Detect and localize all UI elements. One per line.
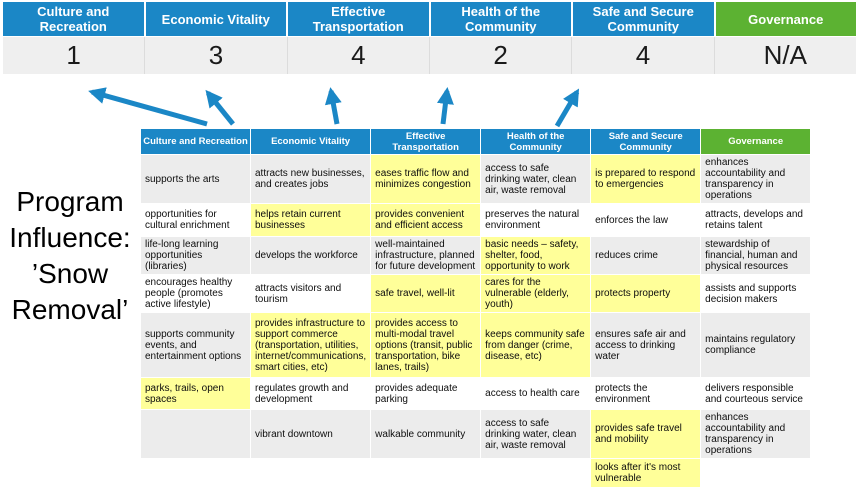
matrix-cell: supports community events, and entertainment options [141,313,250,377]
matrix-cell-highlighted: is prepared to respond to emergencies [591,155,700,203]
matrix-cell: access to safe drinking water, clean air, waste removal [481,410,590,458]
matrix-cell: vibrant downtown [251,410,370,458]
scoreboard-header-cell: Safe and Secure Community [573,2,714,36]
scoreboard-score-row [3,37,856,74]
influence-arrow-5 [557,92,577,126]
influence-arrow-1 [92,92,207,124]
matrix-cell-highlighted: safe travel, well-lit [371,275,480,312]
matrix-row [141,378,810,409]
matrix-row [141,459,810,487]
matrix-cell-highlighted: parks, trails, open spaces [141,378,250,409]
matrix-cell: life-long learning opportunities (libraries) [141,237,250,274]
program-influence-title: Program Influence: ’Snow Removal’ [9,186,131,325]
matrix-header-cell: Health of the Community [481,129,590,154]
matrix-cell: encourages healthy people (promotes active lifestyle) [141,275,250,312]
matrix-cell: attracts visitors and tourism [251,275,370,312]
matrix-cell-highlighted: helps retain current businesses [251,204,370,236]
matrix-cell-highlighted: provides infrastructure to support commerce (transportation, utilities, internet/communications, smart cities, etc) [251,313,370,377]
matrix-header-cell: Effective Transportation [371,129,480,154]
matrix-row [141,410,810,458]
matrix-header-cell: Safe and Secure Community [591,129,700,154]
scoreboard-score-value: 4 [287,37,429,74]
matrix-cell [701,459,810,487]
matrix-cell: access to safe drinking water, clean air, waste removal [481,155,590,203]
matrix-cell-highlighted: cares for the vulnerable (elderly, youth) [481,275,590,312]
matrix-cell: protects the environment [591,378,700,409]
matrix-cell [251,459,370,487]
matrix-cell-highlighted: protects property [591,275,700,312]
matrix-row [141,204,810,236]
matrix-cell: access to health care [481,378,590,409]
scoreboard-score-value: 4 [571,37,713,74]
matrix-cell: attracts new businesses, and creates jobs [251,155,370,203]
matrix-cell: ensures safe air and access to drinking water [591,313,700,377]
influence-arrow-2 [208,93,233,124]
matrix-cell: enforces the law [591,204,700,236]
matrix-cell: reduces crime [591,237,700,274]
matrix-cell [141,459,250,487]
scoreboard-header-cell: Governance [716,2,857,36]
scoreboard-header-row [3,2,856,36]
influence-matrix [140,128,811,488]
matrix-cell: stewardship of financial, human and physical resources [701,237,810,274]
scoreboard-header-cell: Economic Vitality [146,2,287,36]
matrix-header-cell: Governance [701,129,810,154]
matrix-cell-highlighted: keeps community safe from danger (crime, disease, etc) [481,313,590,377]
matrix-cell: regulates growth and development [251,378,370,409]
matrix-cell: delivers responsible and courteous service [701,378,810,409]
matrix-cell [481,459,590,487]
matrix-cell-highlighted: looks after it's most vulnerable [591,459,700,487]
matrix-header-cell: Culture and Recreation [141,129,250,154]
influence-arrow-3 [331,91,337,124]
scoreboard-score-value: N/A [714,37,856,74]
matrix-cell: assists and supports decision makers [701,275,810,312]
matrix-header-row [141,129,810,154]
matrix-cell: enhances accountability and transparency in operations [701,410,810,458]
scoreboard-score-value: 1 [66,40,81,70]
matrix-row [141,155,810,203]
matrix-cell: opportunities for cultural enrichment [141,204,250,236]
matrix-cell: develops the workforce [251,237,370,274]
matrix-cell-highlighted: provides safe travel and mobility [591,410,700,458]
matrix-cell [141,410,250,458]
scoreboard-header-cell: Effective Transportation [288,2,429,36]
matrix-cell: maintains regulatory compliance [701,313,810,377]
scoreboard-header-cell: Health of the Community [431,2,572,36]
matrix-cell: well-maintained infrastructure, planned for future development [371,237,480,274]
matrix-cell-highlighted: basic needs – safety, shelter, food, opportunity to work [481,237,590,274]
scoreboard-score-value: 2 [429,37,571,74]
matrix-row [141,275,810,312]
influence-arrow-4 [443,91,447,124]
matrix-cell-highlighted: provides access to multi-modal travel options (transit, public transportation, bike lanes, trails) [371,313,480,377]
matrix-row [141,237,810,274]
matrix-header-cell: Economic Vitality [251,129,370,154]
matrix-cell-highlighted: eases traffic flow and minimizes congestion [371,155,480,203]
scoreboard-score-value: 3 [144,37,286,74]
matrix-cell: supports the arts [141,155,250,203]
matrix-cell-highlighted: provides convenient and efficient access [371,204,480,236]
matrix-cell [371,459,480,487]
scoreboard-header-cell: Culture and Recreation [3,2,144,36]
matrix-cell: preserves the natural environment [481,204,590,236]
scoreboard-banner [3,2,856,74]
matrix-cell: attracts, develops and retains talent [701,204,810,236]
matrix-cell: provides adequate parking [371,378,480,409]
matrix-row [141,313,810,377]
matrix-cell: enhances accountability and transparency in operations [701,155,810,203]
matrix-cell: walkable community [371,410,480,458]
